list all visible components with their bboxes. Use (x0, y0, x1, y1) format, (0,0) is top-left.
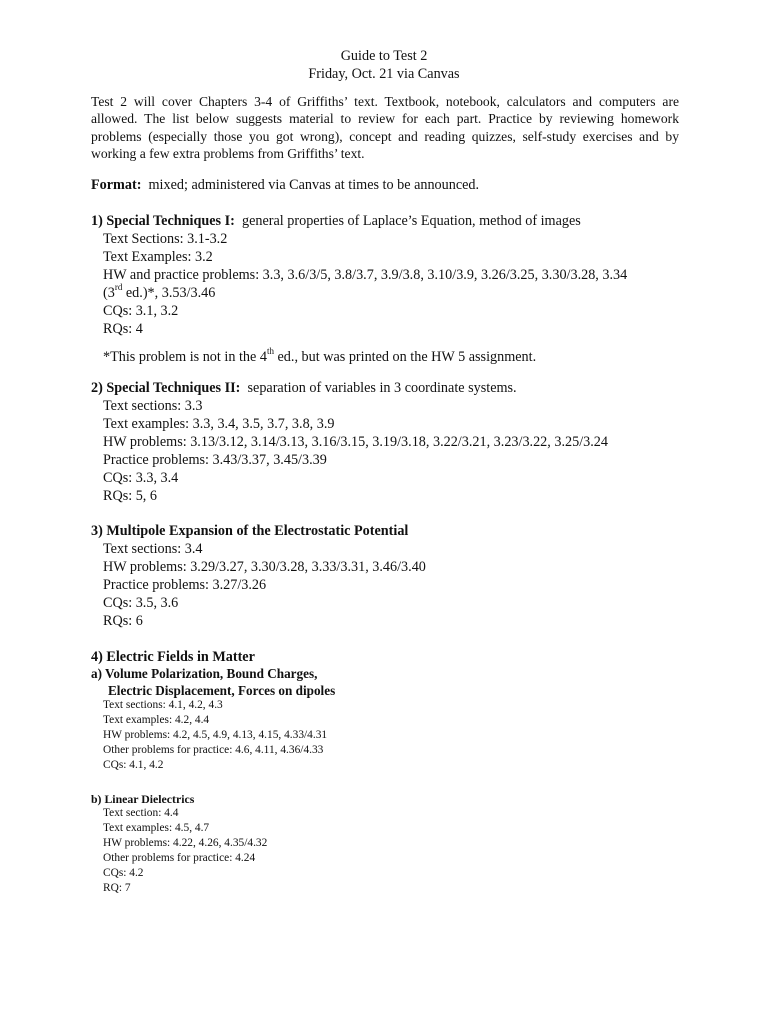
section-4-heading: 4) Electric Fields in Matter (91, 649, 255, 665)
section-3-heading: 3) Multipole Expansion of the Electrostatic Potential (91, 523, 409, 539)
section-1-footnote: *This problem is not in the 4th ed., but was printed on the HW 5 assignment. (103, 346, 537, 365)
section-1-continuation: (3rd ed.)*, 3.53/3.46 (103, 282, 216, 301)
section-4a-heading: a) Volume Polarization, Bound Charges, (91, 666, 318, 681)
section-1-line: Text Sections: 3.1-3.2 (103, 231, 228, 247)
intro-paragraph: Test 2 will cover Chapters 3-4 of Griffiths’ text. Textbook, notebook, calculators and computers are allowed. The list below suggests material to review for each part. Practice by reviewing homework problems (especially those you got wrong), concept and reading quizzes, self-study exercises and by working a few extra problems from Griffiths’ text. (91, 94, 679, 162)
section-4b-line: CQs: 4.2 (103, 867, 144, 879)
section-2-line: CQs: 3.3, 3.4 (103, 470, 179, 486)
section-2-line: Text sections: 3.3 (103, 398, 203, 414)
section-2-heading (91, 379, 517, 397)
document-title: Guide to Test 2 (340, 48, 428, 64)
section-3-line: Practice problems: 3.27/3.26 (103, 577, 267, 593)
section-1-line: RQs: 4 (103, 321, 143, 337)
section-1-desc: general properties of Laplace’s Equation, method of images (241, 213, 581, 229)
section-2-title: 2) Special Techniques II: (91, 380, 241, 396)
section-2-desc: separation of variables in 3 coordinate systems. (247, 380, 517, 396)
document-subtitle: Friday, Oct. 21 via Canvas (308, 66, 460, 82)
section-4a-heading-cont: Electric Displacement, Forces on dipoles (108, 683, 336, 698)
section-3-line: Text sections: 3.4 (103, 541, 203, 557)
section-3-line: HW problems: 3.29/3.27, 3.30/3.28, 3.33/3.31, 3.46/3.40 (103, 559, 426, 575)
section-1-line: Text Examples: 3.2 (103, 249, 213, 265)
section-1-line: HW and practice problems: 3.3, 3.6/3/5, 3.8/3.7, 3.9/3.8, 3.10/3.9, 3.26/3.25, 3.30/3.28, 3.34 (103, 267, 628, 283)
section-4a-line: Text sections: 4.1, 4.2, 4.3 (103, 699, 223, 711)
section-2-line: Text examples: 3.3, 3.4, 3.5, 3.7, 3.8, 3.9 (103, 416, 335, 432)
section-4b-line: Other problems for practice: 4.24 (103, 852, 256, 864)
section-1-heading (91, 212, 581, 230)
section-4a-line: CQs: 4.1, 4.2 (103, 759, 164, 771)
section-4b-line: Text section: 4.4 (103, 807, 179, 819)
section-4b-line: RQ: 7 (103, 882, 131, 894)
format-text: mixed; administered via Canvas at times to be announced. (148, 177, 480, 193)
section-4a-line: Other problems for practice: 4.6, 4.11, 4.36/4.33 (103, 744, 324, 756)
section-3-line: RQs: 6 (103, 613, 143, 629)
section-1-title: 1) Special Techniques I: (91, 213, 235, 229)
section-4a-line: Text examples: 4.2, 4.4 (103, 714, 210, 726)
section-1-line: CQs: 3.1, 3.2 (103, 303, 179, 319)
section-3-line: CQs: 3.5, 3.6 (103, 595, 179, 611)
section-4b-heading: b) Linear Dielectrics (91, 792, 195, 806)
section-2-line: HW problems: 3.13/3.12, 3.14/3.13, 3.16/3.15, 3.19/3.18, 3.22/3.21, 3.23/3.22, 3.25/3.24 (103, 434, 608, 450)
section-2-line: RQs: 5, 6 (103, 488, 157, 504)
section-4a-line: HW problems: 4.2, 4.5, 4.9, 4.13, 4.15, 4.33/4.31 (103, 729, 328, 741)
section-2-line: Practice problems: 3.43/3.37, 3.45/3.39 (103, 452, 327, 468)
format-line (91, 176, 479, 194)
section-4b-line: HW problems: 4.22, 4.26, 4.35/4.32 (103, 837, 268, 849)
section-4b-line: Text examples: 4.5, 4.7 (103, 822, 210, 834)
format-label: Format: (91, 177, 142, 193)
